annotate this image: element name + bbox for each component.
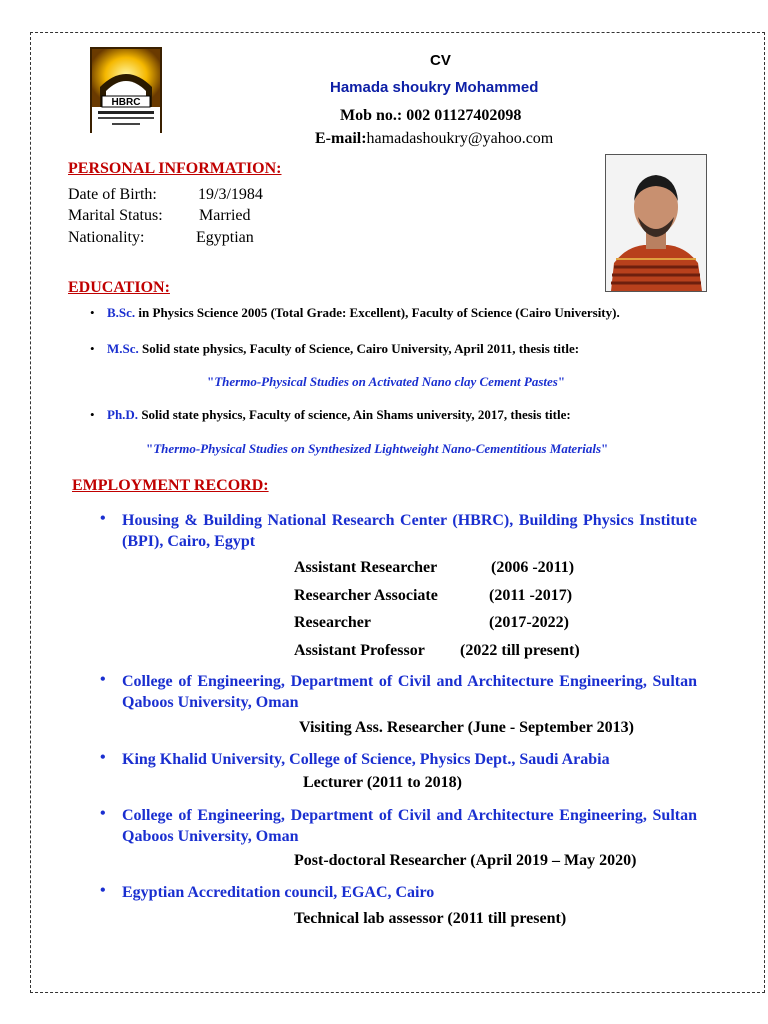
email-line bbox=[315, 130, 553, 148]
thesis-text: Thermo-Physical Studies on Synthesized Lightweight Nano-Cementitious Materials bbox=[153, 441, 602, 456]
employer-egac: Egyptian Accreditation council, EGAC, Cairo bbox=[122, 884, 435, 901]
education-msc bbox=[107, 341, 579, 357]
hbrc-logo bbox=[90, 47, 162, 133]
logo-text: HBRC bbox=[111, 97, 141, 108]
dob-value: 19/3/1984 bbox=[198, 186, 263, 203]
degree-label: Ph.D. bbox=[107, 407, 139, 422]
education-phd bbox=[107, 407, 571, 423]
position-period: (2022 till present) bbox=[460, 642, 580, 659]
employment-heading: EMPLOYMENT RECORD: bbox=[72, 477, 269, 494]
position-kku: Lecturer (2011 to 2018) bbox=[303, 774, 462, 791]
degree-text: in Physics Science 2005 (Total Grade: Excellent), Faculty of Science (Cairo University). bbox=[135, 305, 620, 320]
position-title: Assistant Professor bbox=[294, 642, 425, 659]
cv-title: CV bbox=[430, 52, 451, 69]
bullet-icon: • bbox=[100, 671, 106, 688]
position-period: (2006 -2011) bbox=[491, 559, 575, 576]
position-period: (2017-2022) bbox=[489, 614, 569, 631]
thesis-text: Thermo-Physical Studies on Activated Nano clay Cement Pastes bbox=[214, 374, 558, 389]
position-squ-2: Post-doctoral Researcher (April 2019 – May 2020) bbox=[294, 852, 637, 869]
marital-value: Married bbox=[199, 207, 251, 224]
nationality-value: Egyptian bbox=[196, 229, 254, 246]
bullet-icon: • bbox=[100, 882, 106, 899]
phd-thesis-title: "Thermo-Physical Studies on Synthesized Lightweight Nano-Cementitious Materials" bbox=[146, 441, 609, 456]
candidate-name: Hamada shoukry Mohammed bbox=[330, 79, 539, 96]
education-bsc bbox=[107, 305, 620, 321]
nationality-label: Nationality: bbox=[68, 229, 145, 246]
education-heading: EDUCATION: bbox=[68, 279, 170, 296]
degree-text: Solid state physics, Faculty of science, Ain Shams university, 2017, thesis title: bbox=[138, 407, 571, 422]
msc-thesis-title: "Thermo-Physical Studies on Activated Nano clay Cement Pastes" bbox=[207, 374, 566, 389]
bullet-icon: • bbox=[90, 407, 95, 422]
position-period: (2011 -2017) bbox=[489, 587, 573, 604]
dob-label: Date of Birth: bbox=[68, 186, 157, 203]
employer-hbrc: Housing & Building National Research Center (HBRC), Building Physics Institute (BPI), Cairo, Egypt bbox=[122, 512, 697, 550]
profile-photo bbox=[605, 154, 707, 292]
employer-squ-1: College of Engineering, Department of Civil and Architecture Engineering, Sultan Qaboos University, Oman bbox=[122, 673, 697, 711]
degree-text: Solid state physics, Faculty of Science, Cairo University, April 2011, thesis title: bbox=[138, 341, 580, 356]
position-title: Researcher Associate bbox=[294, 587, 438, 604]
position-egac: Technical lab assessor (2011 till present) bbox=[294, 910, 567, 927]
marital-label: Marital Status: bbox=[68, 207, 163, 224]
personal-info-heading: PERSONAL INFORMATION: bbox=[68, 160, 282, 177]
email-label: E-mail: bbox=[315, 130, 367, 147]
position-squ-1: Visiting Ass. Researcher (June - September 2013) bbox=[299, 719, 634, 736]
bullet-icon: • bbox=[100, 805, 106, 822]
degree-label: M.Sc. bbox=[107, 341, 139, 356]
bullet-icon: • bbox=[90, 341, 95, 356]
bullet-icon: • bbox=[100, 510, 106, 527]
position-title: Assistant Researcher bbox=[294, 559, 438, 576]
mobile-number: Mob no.: 002 01127402098 bbox=[340, 107, 522, 124]
bullet-icon: • bbox=[100, 749, 106, 766]
employer-squ-2: College of Engineering, Department of Civil and Architecture Engineering, Sultan Qaboos University, Oman bbox=[122, 807, 697, 845]
employer-kku: King Khalid University, College of Science, Physics Dept., Saudi Arabia bbox=[122, 751, 610, 768]
degree-label: B.Sc. bbox=[107, 305, 136, 320]
bullet-icon: • bbox=[90, 305, 95, 320]
email-address[interactable]: hamadashoukry@yahoo.com bbox=[366, 130, 554, 147]
position-title: Researcher bbox=[294, 614, 371, 631]
